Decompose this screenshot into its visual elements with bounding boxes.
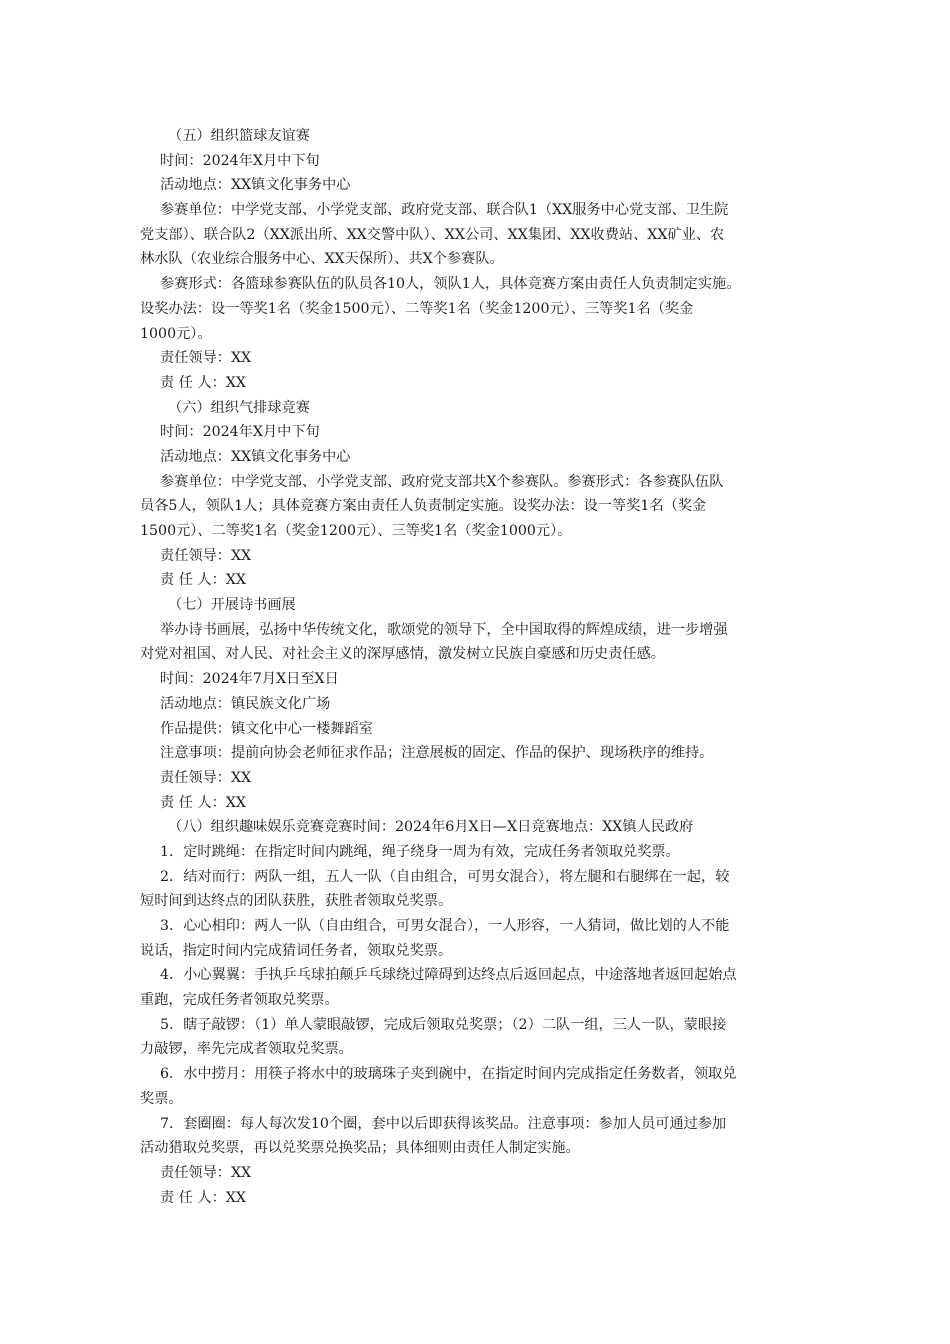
text-line: 时间：2024年X月中下旬 — [160, 424, 320, 441]
text-line: 参赛单位：中学党支部、小学党支部、政府党支部、联合队1（XX服务中心党支部、卫生院 — [160, 202, 729, 219]
document-page — [140, 124, 830, 1210]
text-line: 参赛形式：各篮球参赛队伍的队员各10人，领队1人，具体竞赛方案由责任人负责制定实施。 — [160, 276, 741, 293]
text-line: 员各5人，领队1人；具体竞赛方案由责任人负责制定实施。设奖办法：设一等奖1名（奖金 — [140, 498, 707, 515]
text-line: 1500元）、二等奖1名（奖金1200元）、三等奖1名（奖金1000元）。 — [140, 523, 572, 539]
text-line: 注意事项：提前向协会老师征求作品；注意展板的固定、作品的保护、现场秩序的维持。 — [160, 745, 714, 762]
text-line: 对党对祖国、对人民、对社会主义的深厚感情，激发树立民族自豪感和历史责任感。 — [140, 646, 665, 663]
text-line: 7．套圈圈：每人每次发10个圈，套中以后即获得该奖品。注意事项：参加人员可通过参加 — [160, 1115, 727, 1132]
section-heading: （六）组织气排球竞赛 — [168, 399, 310, 416]
text-line: 2．结对而行：两队一组，五人一队（自由组合，可男女混合），将左腿和右腿绑在一起，较 — [160, 868, 730, 885]
text-line: 责 任 人：XX — [160, 794, 246, 811]
text-line: 活动地点：XX镇文化事务中心 — [160, 177, 351, 194]
text-line: 设奖办法：设一等奖1名（奖金1500元）、二等奖1名（奖金1200元）、三等奖1名（奖金 — [140, 300, 694, 317]
section-heading: （五）组织篮球友谊赛 — [168, 128, 310, 144]
text-line: 4．小心翼翼：手执乒乓球拍颠乒乓球绕过障碍到达终点后返回起点，中途落地者返回起始点 — [160, 967, 737, 984]
text-line: 3．心心相印：两人一队（自由组合，可男女混合），一人形容，一人猜词，做比划的人不能 — [160, 918, 730, 934]
text-line: 短时间到达终点的团队获胜，获胜者领取兑奖票。 — [140, 893, 453, 910]
text-line: 时间：2024年7月X日至X日 — [160, 671, 339, 688]
text-line: 责 任 人：XX — [160, 1189, 246, 1206]
text-line: 责 任 人：XX — [160, 572, 246, 589]
section-heading: （七）开展诗书画展 — [168, 597, 296, 614]
text-line: 6．水中捞月：用筷子将水中的玻璃珠子夹到碗中，在指定时间内完成指定任务数者，领取兑 — [160, 1066, 737, 1083]
text-line: 活动猎取兑奖票，再以兑奖票兑换奖品；具体细则由责任人制定实施。 — [140, 1140, 580, 1157]
text-line: 林水队（农业综合服务中心、XX天保所）、共X个参赛队。 — [140, 251, 504, 268]
text-line: 活动地点：镇民族文化广场 — [160, 695, 331, 712]
text-line: 1000元）。 — [140, 325, 212, 342]
text-line: 说话，指定时间内完成猜词任务者，领取兑奖票。 — [140, 942, 453, 959]
text-line: 责任领导：XX — [160, 547, 252, 564]
text-line: 责任领导：XX — [160, 769, 252, 786]
text-line: 责任领导：XX — [160, 1164, 252, 1181]
text-line: 参赛单位：中学党支部、小学党支部、政府党支部共X个参赛队。参赛形式：各参赛队伍队 — [160, 473, 724, 490]
text-line: 作品提供：镇文化中心一楼舞蹈室 — [160, 720, 373, 737]
section-heading: （八）组织趣味娱乐竞赛竞赛时间：2024年6月X日—X日竞赛地点：XX镇人民政府 — [168, 819, 694, 836]
text-line: 活动地点：XX镇文化事务中心 — [160, 448, 351, 465]
text-line: 重跑，完成任务者领取兑奖票。 — [140, 992, 339, 1009]
text-line: 责任领导：XX — [160, 350, 252, 367]
text-line: 时间：2024年X月中下旬 — [160, 152, 320, 169]
text-line: 力敲锣，率先完成者领取兑奖票。 — [140, 1041, 353, 1058]
text-line: 5．瞎子敲锣：（1）单人蒙眼敲锣，完成后领取兑奖票；（2）二队一组，三人一队，蒙眼接 — [160, 1016, 727, 1033]
text-line: 1．定时跳绳：在指定时间内跳绳，绳子绕身一周为有效，完成任务者领取兑奖票。 — [160, 843, 680, 860]
text-line: 党支部）、联合队2（XX派出所、XX交警中队）、XX公司、XX集团、XX收费站、XX矿业、农 — [140, 226, 725, 243]
text-line: 奖票。 — [140, 1090, 183, 1107]
text-line: 举办诗书画展，弘扬中华传统文化，歌颂党的领导下，全中国取得的辉煌成绩，进一步增强 — [160, 621, 728, 638]
text-line: 责 任 人：XX — [160, 374, 246, 391]
